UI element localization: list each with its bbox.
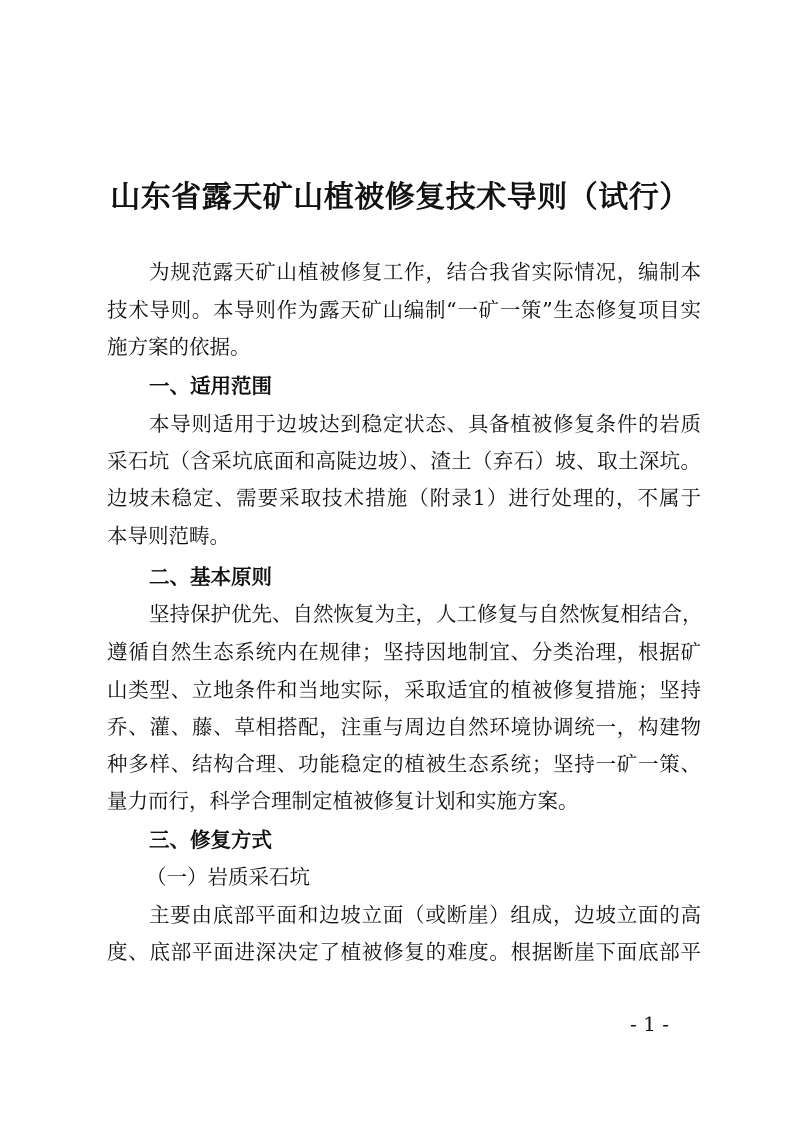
paragraph-line: 度、底部平面进深决定了植被修复的难度。根据断崖下面底部平 bbox=[107, 940, 701, 964]
paragraph-line: 乔、灌、藤、草相搭配，注重与周边自然环境协调统一，构建物 bbox=[107, 715, 701, 739]
section-heading: 三、修复方式 bbox=[149, 828, 272, 852]
paragraph-line: 边坡未稳定、需要采取技术措施（附录1）进行处理的，不属于 bbox=[107, 486, 701, 510]
paragraph-line: 为规范露天矿山植被修复工作，结合我省实际情况，编制本 bbox=[149, 260, 701, 284]
paragraph-line: 量力而行，科学合理制定植被修复计划和实施方案。 bbox=[107, 789, 579, 813]
paragraph-line: 采石坑（含采坑底面和高陡边坡）、渣土（弃石）坡、取土深坑。 bbox=[107, 449, 701, 473]
paragraph-line: 种多样、结构合理、功能稳定的植被生态系统；坚持一矿一策、 bbox=[107, 752, 701, 776]
paragraph-line: 本导则范畴。 bbox=[107, 524, 230, 548]
paragraph-line: 主要由底部平面和边坡立面（或断崖）组成，边坡立面的高 bbox=[149, 903, 701, 927]
subsection-heading: （一）岩质采石坑 bbox=[146, 865, 310, 889]
paragraph-line: 坚持保护优先、自然恢复为主，人工修复与自然恢复相结合， bbox=[149, 602, 703, 626]
paragraph-line: 技术导则。本导则作为露天矿山编制“一矿一策”生态修复项目实 bbox=[107, 298, 701, 322]
paragraph-line: 本导则适用于边坡达到稳定状态、具备植被修复条件的岩质 bbox=[149, 412, 701, 436]
section-heading: 一、适用范围 bbox=[149, 374, 272, 398]
document-title: 山东省露天矿山植被修复技术导则（试行） bbox=[110, 180, 690, 215]
paragraph-line: 遵循自然生态系统内在规律；坚持因地制宜、分类治理，根据矿 bbox=[107, 640, 701, 664]
paragraph-line: 山类型、立地条件和当地实际，采取适宜的植被修复措施；坚持 bbox=[107, 678, 701, 702]
paragraph-line: 施方案的依据。 bbox=[107, 335, 251, 359]
section-heading: 二、基本原则 bbox=[149, 565, 272, 589]
page-number: - 1 - bbox=[630, 1012, 669, 1036]
